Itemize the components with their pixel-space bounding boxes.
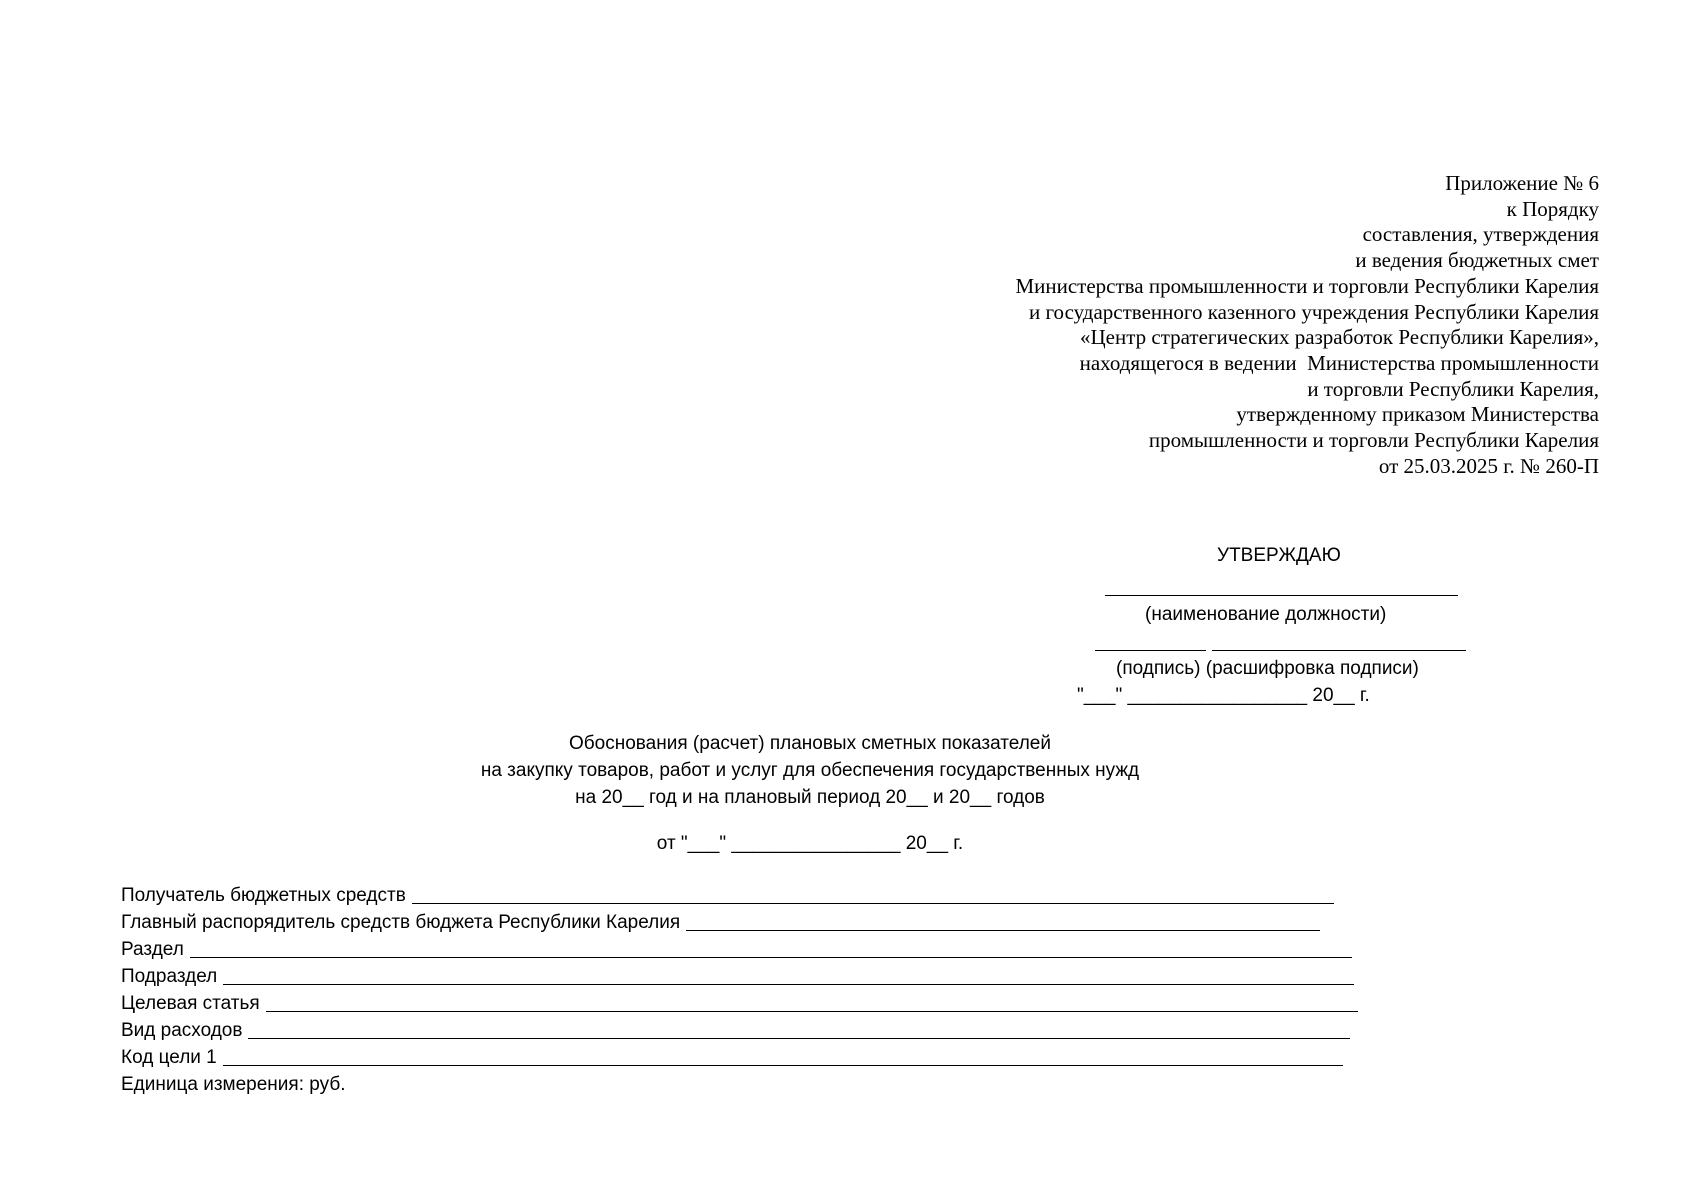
signature-caption: (подпись) (расшифровка подписи) <box>1116 658 1419 679</box>
subsection-line <box>223 984 1354 985</box>
appendix-header <box>779 171 1599 479</box>
recipient-label: Получатель бюджетных средств <box>121 885 406 906</box>
chief-manager-line <box>686 930 1320 931</box>
expense-type-field <box>121 1017 1361 1044</box>
approval-title: УТВЕРЖДАЮ <box>1217 545 1341 566</box>
fields-section <box>121 882 1361 1098</box>
appendix-line: находящегося в ведении Министерства промышленности <box>1079 350 1599 375</box>
appendix-line: Министерства промышленности и торговли Республики Карелия <box>1015 273 1599 298</box>
appendix-line: утвержденному приказом Министерства <box>1236 402 1599 427</box>
section-line <box>190 957 1352 958</box>
goal-code-field <box>121 1044 1361 1071</box>
expense-type-line <box>248 1038 1350 1039</box>
subsection-field <box>121 963 1361 990</box>
position-line <box>1105 595 1458 596</box>
appendix-line: к Порядку <box>1506 196 1599 221</box>
goal-code-line <box>223 1065 1343 1066</box>
target-article-label: Целевая статья <box>121 993 260 1014</box>
subsection-label: Подраздел <box>121 966 218 987</box>
appendix-line: «Центр стратегических разработок Республики Карелия», <box>1079 325 1599 350</box>
recipient-line <box>412 903 1334 904</box>
title-line: на закупку товаров, работ и услуг для обеспечения государственных нужд <box>480 760 1140 781</box>
chief-manager-label: Главный распорядитель средств бюджета Республики Карелия <box>121 912 681 933</box>
appendix-line: Приложение № 6 <box>1445 171 1599 195</box>
title-line: Обоснования (расчет) плановых сметных показателей <box>569 733 1051 754</box>
appendix-line: и ведения бюджетных смет <box>1355 248 1599 273</box>
unit-of-measure: Единица измерения: руб. <box>121 1074 346 1095</box>
appendix-line: и государственного казенного учреждения Республики Карелия <box>1028 299 1599 324</box>
section-field <box>121 936 1361 963</box>
title-line: на 20__ год и на плановый период 20__ и 20__ годов <box>575 787 1045 808</box>
expense-type-label: Вид расходов <box>121 1020 243 1041</box>
chief-manager-field <box>121 909 1361 936</box>
signature-line <box>1095 650 1206 651</box>
approval-date: "___" _________________ 20__ г. <box>1077 685 1370 706</box>
recipient-field <box>121 882 1361 909</box>
signature-decode-line <box>1212 650 1466 651</box>
target-article-field <box>121 990 1361 1017</box>
appendix-line: и торговли Республики Карелия, <box>1307 376 1599 401</box>
target-article-line <box>266 1011 1358 1012</box>
document-title <box>0 730 1620 811</box>
appendix-line: промышленности и торговли Республики Карелия <box>1148 428 1599 453</box>
document-date: от "___" ________________ 20__ г. <box>656 833 964 854</box>
section-label: Раздел <box>121 939 184 960</box>
goal-code-label: Код цели 1 <box>121 1047 217 1068</box>
position-caption: (наименование должности) <box>1145 604 1387 625</box>
appendix-line: от 25.03.2025 г. № 260-П <box>1378 453 1599 478</box>
appendix-line: составления, утверждения <box>1362 222 1599 247</box>
